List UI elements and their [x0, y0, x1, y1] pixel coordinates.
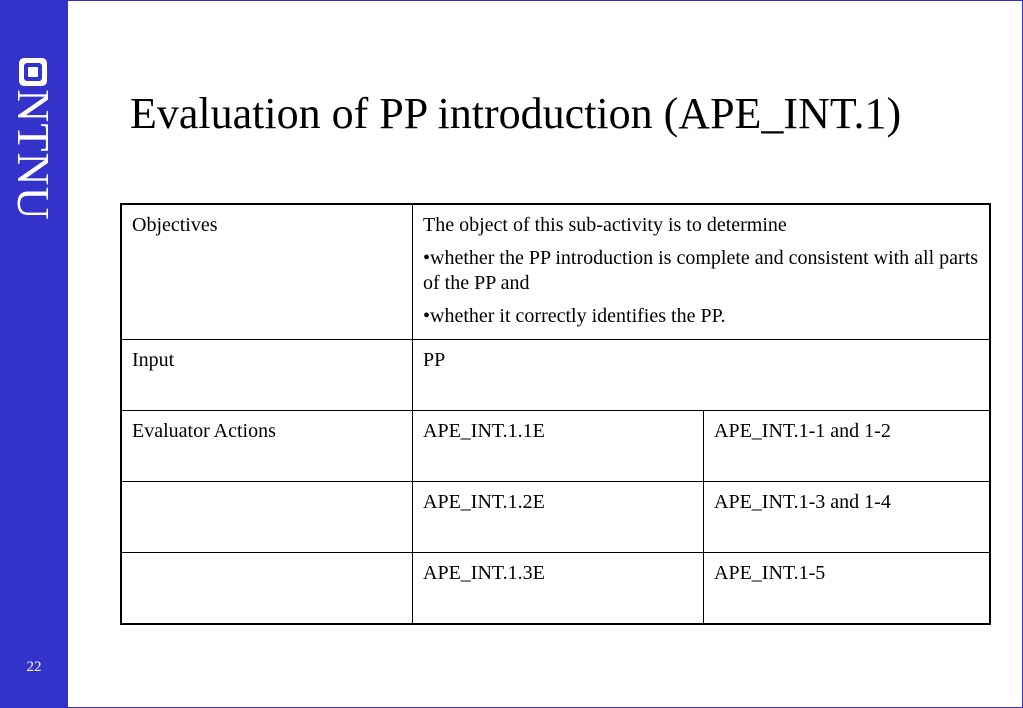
action-element: APE_INT.1.3E [413, 553, 704, 625]
table-row-action-2 [121, 482, 990, 553]
objectives-intro: The object of this sub-activity is to determine [423, 214, 787, 236]
ntnu-logo-text: NTNU [8, 89, 59, 221]
slide-title: Evaluation of PP introduction (APE_INT.1) [130, 89, 902, 138]
objectives-bullet-2: •whether it correctly identifies the PP. [423, 305, 726, 327]
ntnu-sidebar [0, 0, 68, 708]
action-element: APE_INT.1.1E [413, 411, 704, 482]
evaluation-table [120, 203, 991, 625]
objectives-label: Objectives [121, 204, 413, 340]
empty-cell [121, 482, 413, 553]
objectives-description [413, 204, 991, 340]
input-value: PP [413, 340, 991, 411]
action-work-units: APE_INT.1-3 and 1-4 [704, 482, 991, 553]
empty-cell [121, 553, 413, 625]
slide-number: 22 [26, 659, 42, 675]
table-row-action-1 [121, 411, 990, 482]
action-element: APE_INT.1.2E [413, 482, 704, 553]
frame-border-top [68, 0, 1023, 1]
table-row-objectives [121, 204, 990, 340]
input-label: Input [121, 340, 413, 411]
evaluator-actions-label: Evaluator Actions [121, 411, 413, 482]
table-row-action-3 [121, 553, 990, 625]
action-work-units: APE_INT.1-1 and 1-2 [704, 411, 991, 482]
ntnu-logo-icon [18, 57, 48, 87]
objectives-bullet-1: •whether the PP introduction is complete and consistent with all parts of the PP and [423, 247, 979, 294]
table-row-input [121, 340, 990, 411]
action-work-units: APE_INT.1-5 [704, 553, 991, 625]
